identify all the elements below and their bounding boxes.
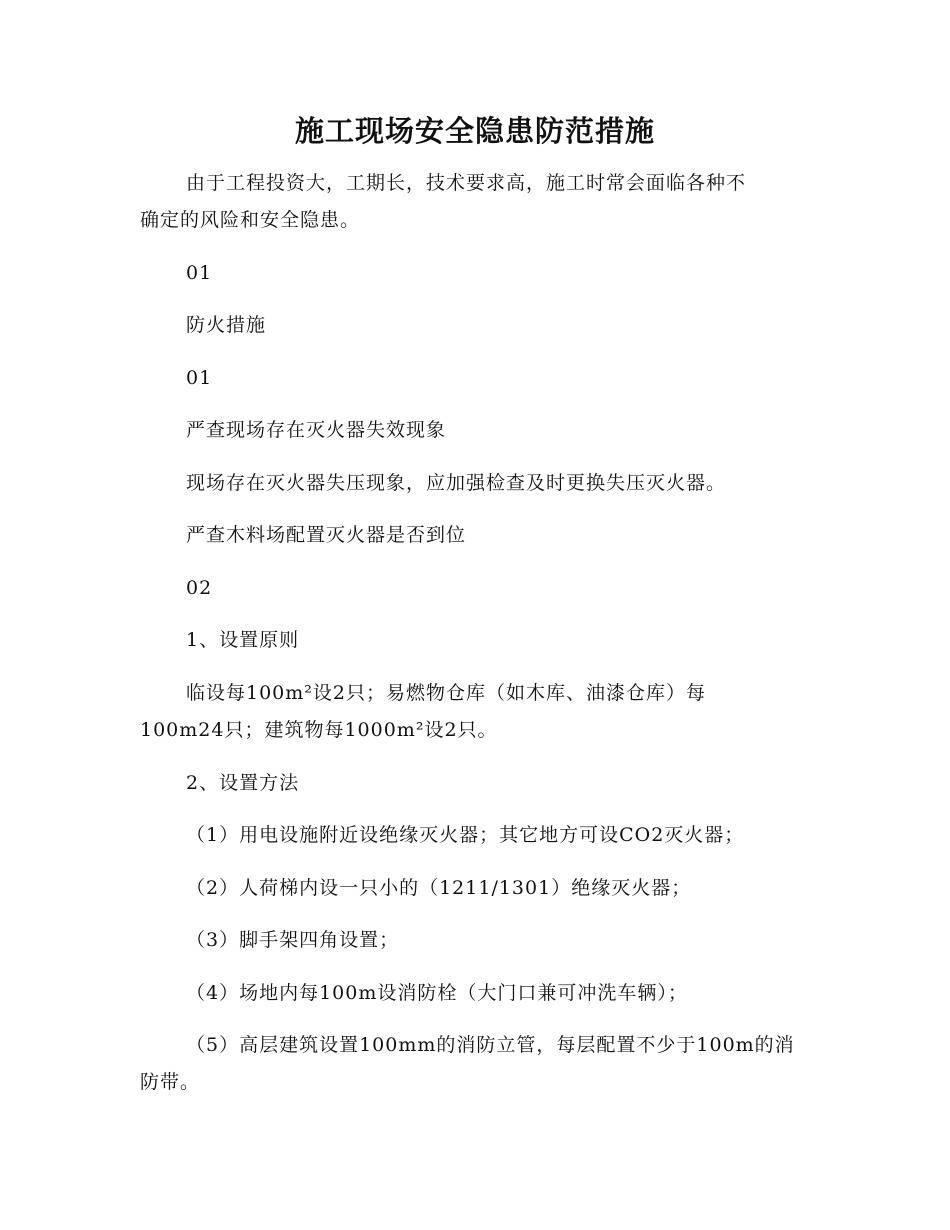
method-item-4: （4）场地内每100m设消防栓（大门口兼可冲洗车辆）； <box>186 982 688 1004</box>
method-heading: 2、设置方法 <box>186 772 300 794</box>
subsection-heading-2: 严查木料场配置灭火器是否到位 <box>186 524 467 546</box>
intro-line-1: 由于工程投资大，工期长，技术要求高，施工时常会面临各种不 <box>186 172 747 194</box>
document-title: 施工现场安全隐患防范措施 <box>294 114 655 148</box>
principle-heading: 1、设置原则 <box>186 629 300 651</box>
subsection-heading-1: 严查现场存在灭火器失效现象 <box>186 419 447 441</box>
intro-line-2: 确定的风险和安全隐患。 <box>140 209 361 231</box>
principle-line-2: 100m24只；建筑物每1000m²设2只。 <box>140 719 498 741</box>
subsection-number-2: 02 <box>186 577 213 599</box>
subsection-text-1: 现场存在灭火器失压现象，应加强检查及时更换失压灭火器。 <box>186 472 727 494</box>
method-item-5-line-2: 防带。 <box>140 1071 201 1093</box>
section-heading: 防火措施 <box>186 314 267 336</box>
principle-line-1: 临设每100m²设2只；易燃物仓库（如木库、油漆仓库）每 <box>186 682 706 704</box>
subsection-number-1: 01 <box>186 367 213 389</box>
method-item-2: （2）人荷梯内设一只小的（1211/1301）绝缘灭火器； <box>186 877 692 899</box>
method-item-1: （1）用电设施附近设绝缘灭火器；其它地方可设CO2灭火器； <box>186 824 745 846</box>
method-item-5-line-1: （5）高层建筑设置100mm的消防立管，每层配置不少于100m的消 <box>186 1034 795 1056</box>
method-item-3: （3）脚手架四角设置； <box>186 929 400 951</box>
section-number: 01 <box>186 262 213 284</box>
